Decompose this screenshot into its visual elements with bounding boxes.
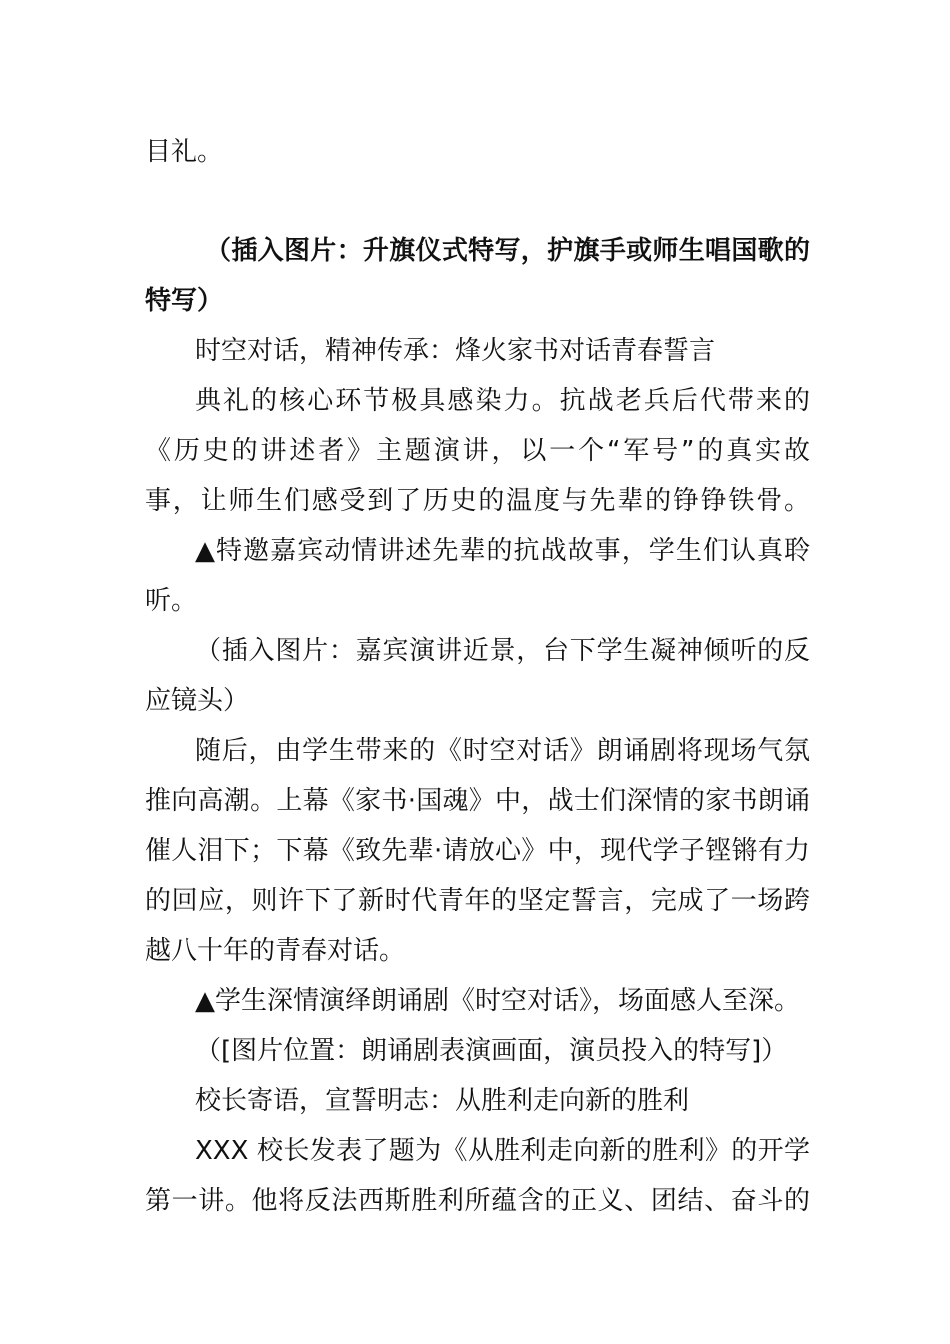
paragraph-principal-line-1: XXX 校长发表了题为《从胜利走向新的胜利》的开学 <box>195 1136 810 1166</box>
image-placeholder-guest-line-1: （插入图片：嘉宾演讲近景，台下学生凝神倾听的反 <box>195 636 810 666</box>
paragraph-recital-line-3: 催人泪下；下幕《致先辈·请放心》中，现代学子铿锵有力 <box>145 836 810 866</box>
section-heading-principal: 校长寄语，宣誓明志：从胜利走向新的胜利 <box>195 1086 690 1116</box>
image-placeholder-recital: （[图片位置：朗诵剧表演画面，演员投入的特写]） <box>195 1036 788 1066</box>
paragraph-core-line-3: 事，让师生们感受到了历史的温度与先辈的铮铮铁骨。 <box>145 486 810 516</box>
image-placeholder-guest-line-2: 应镜头） <box>145 686 250 716</box>
paragraph-core-line-2: 《历史的讲述者》主题演讲，以一个“军号”的真实故 <box>145 436 810 466</box>
paragraph-recital-line-2: 推向高潮。上幕《家书·国魂》中，战士们深情的家书朗诵 <box>145 786 810 816</box>
paragraph-continuation: 目礼。 <box>145 137 224 167</box>
caption-guest-line-1: ▲特邀嘉宾动情讲述先辈的抗战故事，学生们认真聆 <box>195 536 810 566</box>
paragraph-core-line-1: 典礼的核心环节极具感染力。抗战老兵后代带来的 <box>195 386 810 416</box>
image-placeholder-flag-ceremony-line-2: 特写） <box>145 286 224 316</box>
paragraph-recital-line-5: 越八十年的青春对话。 <box>145 936 406 966</box>
image-placeholder-flag-ceremony-line-1: （插入图片：升旗仪式特写，护旗手或师生唱国歌的 <box>205 236 810 266</box>
caption-recital: ▲学生深情演绎朗诵剧《时空对话》，场面感人至深。 <box>195 986 800 1016</box>
section-heading-dialogue: 时空对话，精神传承：烽火家书对话青春誓言 <box>195 336 716 366</box>
caption-guest-line-2: 听。 <box>145 586 198 616</box>
paragraph-recital-line-4: 的回应，则许下了新时代青年的坚定誓言，完成了一场跨 <box>145 886 810 916</box>
paragraph-principal-line-2: 第一讲。他将反法西斯胜利所蕴含的正义、团结、奋斗的 <box>145 1186 810 1216</box>
paragraph-recital-line-1: 随后，由学生带来的《时空对话》朗诵剧将现场气氛 <box>195 736 810 766</box>
